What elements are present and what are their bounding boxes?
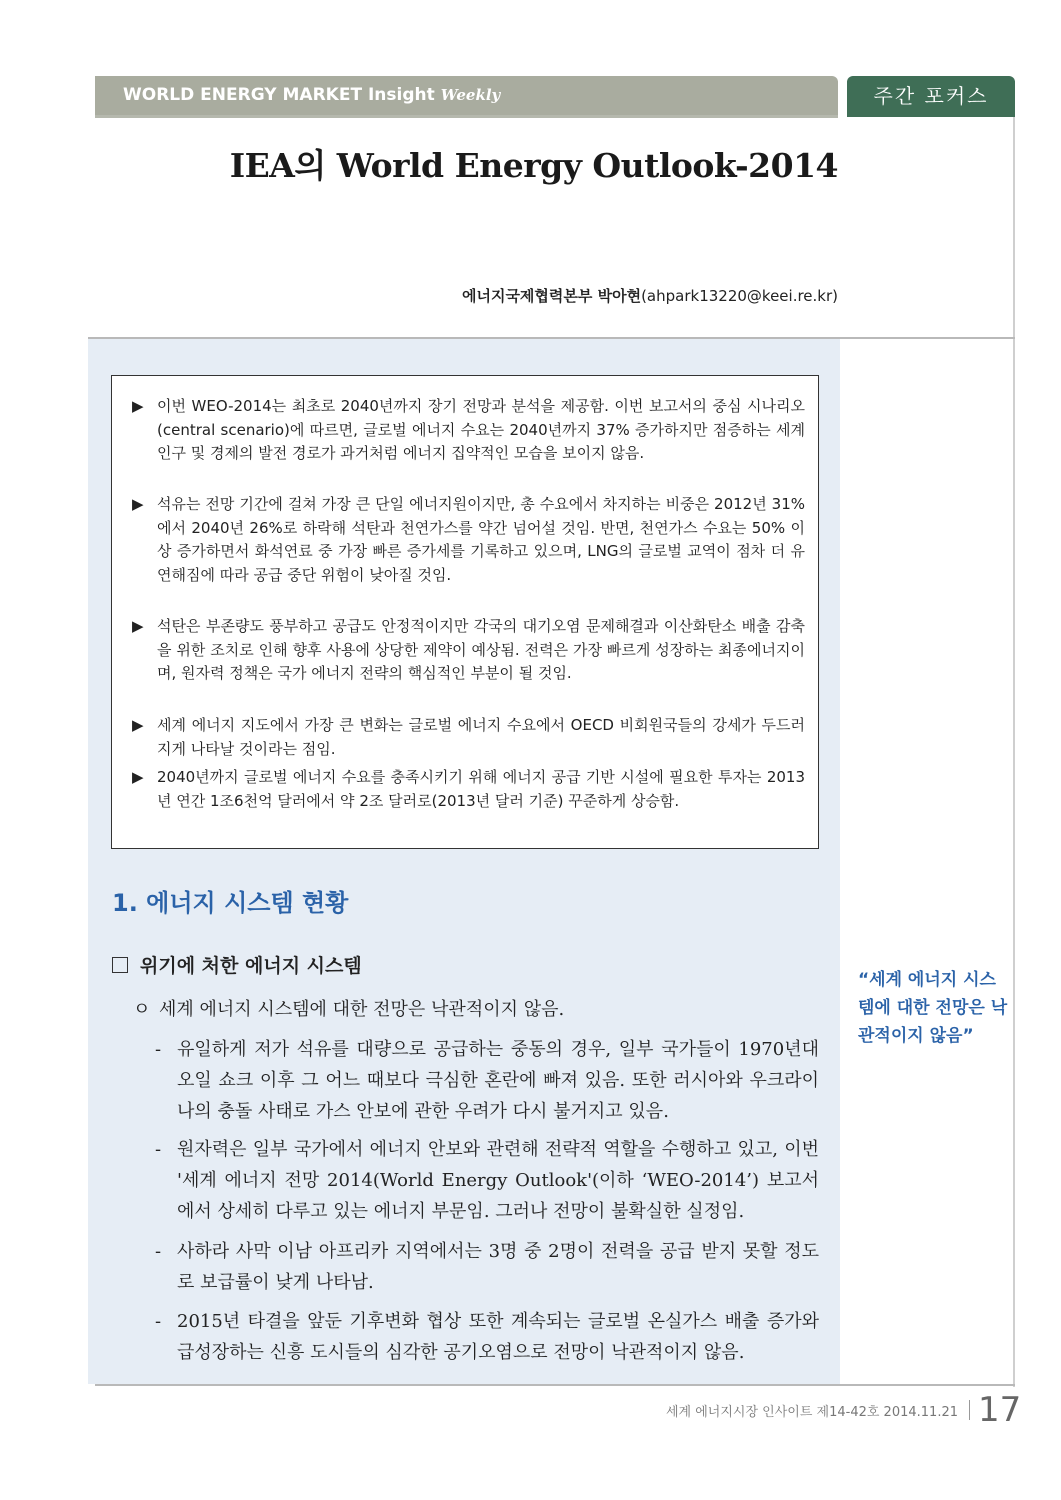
summary-item-text: 세계 에너지 지도에서 가장 큰 변화는 글로벌 에너지 수요에서 OECD 비회원국들의 강세가 두드러지게 나타날 것이라는 점임. xyxy=(157,716,805,758)
series-header xyxy=(95,76,838,115)
summary-box xyxy=(111,375,819,849)
triangle-right-icon: ▶ xyxy=(132,495,144,513)
sub-heading-text: 위기에 처한 에너지 시스템 xyxy=(140,955,362,977)
page-number: 17 xyxy=(978,1390,1022,1430)
dash-item-text: 2015년 타결을 앞둔 기후변화 협상 또한 계속되는 글로벌 온실가스 배출 증가와 급성장하는 신흥 도시들의 심각한 공기오염으로 전망이 낙관적이지 않음. xyxy=(177,1311,819,1363)
triangle-right-icon: ▶ xyxy=(132,768,144,786)
sub-heading xyxy=(112,951,362,978)
summary-item-text: 이번 WEO-2014는 최초로 2040년까지 장기 전망과 분석을 제공함. 이번 보고서의 중심 시나리오(central scenario)에 따르면, 글로벌 에너지 수요는 2040년까지 37% 증가하지만 점증하는 세계 인구 및 경제의 발전 경로가 과거처럼 에너지 집약적인 모습을 보이지 않음. xyxy=(157,397,805,462)
triangle-right-icon: ▶ xyxy=(132,617,144,635)
series-title: WORLD ENERGY MARKET Insight xyxy=(123,85,435,105)
dash-item-text: 원자력은 일부 국가에서 에너지 안보와 관련해 전략적 역할을 수행하고 있고, 이번 '세계 에너지 전망 2014(World Energy Outlook'(이하 ‘WEO-2014’) 보고서에서 상세히 다루고 있는 에너지 부문임. 그러나 전망이 불확실한 실정임. xyxy=(177,1139,819,1222)
pull-quote: “세계 에너지 시스템에 대한 전망은 낙관적이지 않음” xyxy=(858,970,1008,1046)
summary-item-text: 석탄은 부존량도 풍부하고 공급도 안정적이지만 각국의 대기오염 문제해결과 이산화탄소 배출 감축을 위한 조치로 인해 향후 사용에 상당한 제약이 예상됨. 전력은 가장 빠르게 성장하는 최종에너지이며, 원자력 정책은 국가 에너지 전략의 핵심적인 부분이 될 것임. xyxy=(157,617,805,682)
footer-publication: 세계 에너지시장 인사이트 제14-42호 2014.11.21 xyxy=(666,1405,958,1420)
triangle-right-icon: ▶ xyxy=(132,716,144,734)
triangle-right-icon: ▶ xyxy=(132,397,144,415)
o-bullet xyxy=(133,995,564,1021)
checkbox-square-icon xyxy=(112,957,128,973)
dash-marker: - xyxy=(155,1241,162,1262)
dash-item-text: 사하라 사막 이남 아프리카 지역에서는 3명 중 2명이 전력을 공급 받지 못할 정도로 보급률이 낮게 나타남. xyxy=(177,1241,819,1293)
dash-item-text: 유일하게 저가 석유를 대량으로 공급하는 중동의 경우, 일부 국가들이 1970년대 오일 쇼크 이후 그 어느 때보다 극심한 혼란에 빠져 있음. 또한 러시아와 우크라이나의 충돌 사태로 가스 안보에 관한 우려가 다시 불거지고 있음. xyxy=(177,1039,819,1122)
dash-marker: - xyxy=(155,1139,162,1160)
footer-separator xyxy=(969,1400,970,1420)
author-email: (ahpark13220@keei.re.kr) xyxy=(641,287,838,305)
dash-marker: - xyxy=(155,1311,162,1332)
summary-item-text: 2040년까지 글로벌 에너지 수요를 충족시키기 위해 에너지 공급 기반 시설에 필요한 투자는 2013년 연간 1조6천억 달러에서 약 2조 달러로(2013년 달러 기준) 꾸준하게 상승함. xyxy=(157,768,805,810)
summary-item-text: 석유는 전망 기간에 걸쳐 가장 큰 단일 에너지원이지만, 총 수요에서 차지하는 비중은 2012년 31%에서 2040년 26%로 하락해 석탄과 천연가스를 약간 넘어설 것임. 반면, 천연가스 수요는 50% 이상 증가하면서 화석연료 중 가장 빠른 증가세를 기록하고 있으며, LNG의 글로벌 교역이 점차 더 유연해짐에 따라 공급 중단 위험이 낮아질 것임. xyxy=(157,495,805,584)
author-org-name: 에너지국제협력본부 박아현 xyxy=(461,287,642,305)
author-line xyxy=(95,285,838,306)
footer-divider xyxy=(95,1384,1015,1386)
section-heading: 1. 에너지 시스템 현황 xyxy=(112,889,349,917)
circle-bullet-icon: ㅇ xyxy=(133,999,151,1020)
top-divider xyxy=(95,115,838,118)
series-weekly: Weekly xyxy=(440,86,501,104)
right-divider xyxy=(1013,117,1015,1387)
dash-marker: - xyxy=(155,1039,162,1060)
section-badge: 주간 포커스 xyxy=(847,76,1015,117)
article-title: IEA의 World Energy Outlook-2014 xyxy=(229,146,838,185)
o-bullet-text: 세계 에너지 시스템에 대한 전망은 낙관적이지 않음. xyxy=(159,999,565,1020)
